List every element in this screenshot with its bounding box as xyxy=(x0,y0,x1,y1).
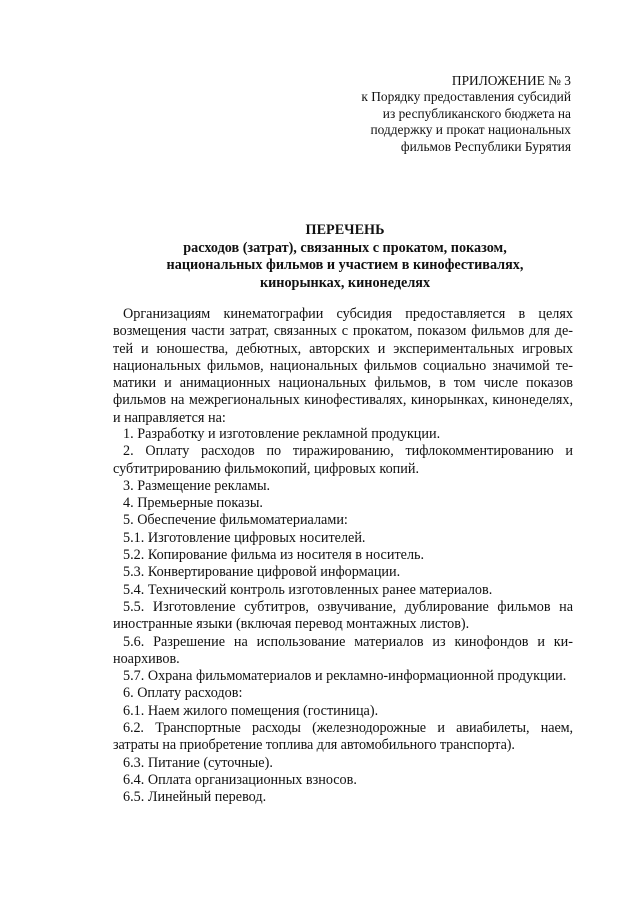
document-subtitle-line: кинорынках, кинонеделях xyxy=(259,274,431,291)
list-item: 6.5. Линейный перевод. xyxy=(123,789,267,806)
list-item: 6.1. Наем жилого помещения (гостиница). xyxy=(123,702,379,719)
list-item: 5.1. Изготовление цифровых носителей. xyxy=(123,529,366,546)
list-item: 4. Премьерные показы. xyxy=(123,495,263,512)
list-item: 6.3. Питание (суточные). xyxy=(123,754,273,771)
document-heading xyxy=(100,222,590,292)
appendix-line: фильмов Республики Бурятия xyxy=(400,138,571,154)
list-item: 6.4. Оплата организационных взносов. xyxy=(123,771,357,788)
list-item: 5.3. Конвертирование цифровой информации. xyxy=(123,564,401,581)
list-item: 6. Оплату расходов: xyxy=(123,685,243,702)
list-item: 5.4. Технический контроль изготовленных ранее материалов. xyxy=(123,581,493,598)
list-item: 5.2. Копирование фильма из носителя в носитель. xyxy=(123,547,425,564)
appendix-header xyxy=(351,73,571,155)
list-item: 3. Размещение рекламы. xyxy=(123,477,271,494)
expense-list xyxy=(113,426,573,807)
list-item: 5.5. Изготовление субтитров, озвучивание, дублирование фильмов на иностранные языки (включая перевод монтажных листов). xyxy=(113,598,573,633)
list-item: 2. Оплату расходов по тиражированию, тифлокомментированию и субтитрированию фильмокопий, цифровых копий. xyxy=(113,443,573,477)
list-item: 5. Обеспечение фильмоматериалами: xyxy=(123,512,348,529)
appendix-line: поддержку и прокат национальных xyxy=(370,122,571,138)
list-item: 5.7. Охрана фильмоматериалов и рекламно-информационной продукции. xyxy=(123,668,567,685)
appendix-line: ПРИЛОЖЕНИЕ № 3 xyxy=(451,73,571,88)
list-item: 6.2. Транспортные расходы (железнодорожные и авиабилеты, наем, затраты на приобретение топлива для автомобильного транспорта). xyxy=(113,720,573,754)
list-item: 1. Разработку и изготовление рекламной продукции. xyxy=(123,426,441,442)
document-title: ПЕРЕЧЕНЬ xyxy=(305,222,385,238)
appendix-line: к Порядку предоставления субсидий xyxy=(361,89,571,105)
intro-paragraph: Организациям кинематографии субсидия предоставляется в целях возмещения части затрат, связанных с прокатом, показом фильмов для детей и юношества, дебютных, авторских и экспериментальных игровых национальных фильмов, национальных фильмов социально значимой тематики и анимационных национальных фильмов, в том числе показов фильмов на межрегиональных кинофестивалях, кинорынках, кинонеделях, и направляется на: xyxy=(113,306,573,426)
document-subtitle-line: национальных фильмов и участием в кинофестивалях, xyxy=(166,257,524,274)
appendix-line: из республиканского бюджета на xyxy=(382,105,571,121)
document-subtitle-line: расходов (затрат), связанных с прокатом, показом, xyxy=(183,239,507,256)
list-item: 5.6. Разрешение на использование материалов из кинофондов и киноархивов. xyxy=(113,633,573,667)
